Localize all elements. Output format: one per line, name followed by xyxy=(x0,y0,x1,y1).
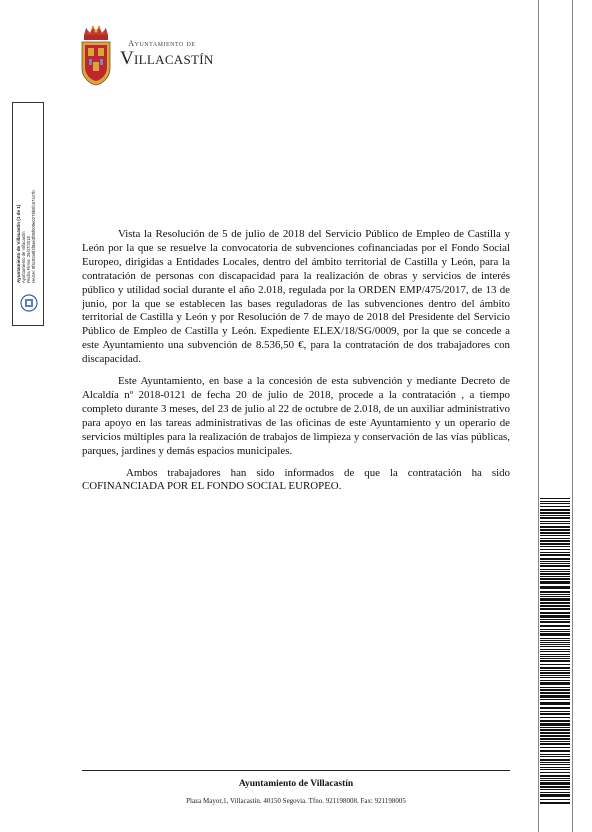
barcode-bar xyxy=(540,498,570,499)
barcode-bar xyxy=(540,586,570,589)
paragraph-3: Ambos trabajadores han sido informados de que la contratación ha sido COFINANCIADA POR EL FONDO SOCIAL EUROPEO. xyxy=(82,466,510,493)
barcode-bar xyxy=(540,699,570,700)
barcode-bar xyxy=(540,772,570,773)
barcode-bar xyxy=(540,738,570,740)
barcode-bar xyxy=(540,660,570,662)
barcode-bar xyxy=(540,762,570,763)
barcode-bar xyxy=(540,786,570,788)
barcode-bar xyxy=(540,571,570,572)
logo-title: Villacastín xyxy=(120,48,214,69)
footer-address: Plaza Mayor,1, Villacastín. 40150 Segovia. Tfno. 921198008. Fax: 921198005 xyxy=(186,797,406,805)
barcode-bar xyxy=(540,602,570,604)
barcode-bar xyxy=(540,695,570,698)
barcode-bar xyxy=(540,521,570,522)
barcode-bar xyxy=(540,672,570,674)
barcode-bar xyxy=(540,680,570,681)
verification-text xyxy=(16,103,42,283)
barcode-bar xyxy=(540,526,570,528)
barcode-bar xyxy=(540,664,570,665)
barcode-bar xyxy=(540,565,570,567)
barcode-bar xyxy=(540,517,570,519)
barcode-bar xyxy=(540,633,570,636)
barcode-bar xyxy=(540,651,570,652)
barcode-bar xyxy=(540,794,570,797)
barcode-bar xyxy=(540,538,570,539)
barcode-bar xyxy=(540,732,570,734)
barcode-bar xyxy=(540,646,570,647)
barcode-bar xyxy=(540,642,570,643)
verification-line-3: HASH: 9f5c92a9f4f8ae3f85f009e0279b5fc67447b xyxy=(31,190,36,283)
barcode-bar xyxy=(540,638,570,639)
barcode-bar xyxy=(540,667,570,669)
barcode-bar xyxy=(540,554,570,556)
barcode-bar xyxy=(540,711,570,712)
barcode-bar xyxy=(540,578,570,580)
barcode-bar xyxy=(540,552,570,553)
barcode-bar xyxy=(540,707,570,709)
barcode-bar xyxy=(540,535,570,536)
barcode-bar xyxy=(540,759,570,761)
barcode-bar xyxy=(540,677,570,678)
barcode-bar xyxy=(540,754,570,755)
barcode-bar xyxy=(540,546,570,547)
barcode-bar xyxy=(540,656,570,657)
barcode-bar xyxy=(540,692,570,694)
barcode-bar xyxy=(540,727,570,728)
barcode-bar xyxy=(540,675,570,676)
barcode-bar xyxy=(540,720,570,722)
barcode-bar xyxy=(540,741,570,742)
document-body xyxy=(82,228,510,502)
barcode-bar xyxy=(540,767,570,768)
verification-title: Ayuntamiento de Villacastín (1 de 1) xyxy=(16,204,21,283)
qr-seal-icon xyxy=(20,294,38,312)
municipal-logo xyxy=(80,26,230,90)
barcode-bar xyxy=(540,540,570,542)
barcode-bar xyxy=(540,775,570,777)
barcode-bar xyxy=(540,605,570,607)
barcode-bar xyxy=(540,682,570,685)
barcode-bar xyxy=(540,532,570,534)
footer-organization: Ayuntamiento de Villacastín xyxy=(238,779,354,789)
paragraph-2: Este Ayuntamiento, en base a la concesión de esta subvención y mediante Decreto de Alcaldía nº 2018-0121 de fecha 20 de julio de 2018, procede a la contratación , a tiempo completo durante 3 meses, del 23 de julio al 22 de octubre de 2.018, de un auxiliar administrativo para apoyo en las tareas administrativas de las oficinas de este Ayuntamiento y un operario de servicios múltiples para la realización de trabajos de limpieza y conservación de las vías públicas, parques, jardines y demás espacios municipales. xyxy=(82,375,510,457)
barcode-bar xyxy=(540,717,570,718)
barcode-bar xyxy=(540,713,570,715)
barcode-bar xyxy=(540,670,570,671)
barcode-bar xyxy=(540,799,570,800)
right-edge-rule xyxy=(572,0,573,832)
verification-line-2: Fecha Firma: 25/07/2018 xyxy=(26,236,31,283)
barcode-bar xyxy=(540,569,570,570)
barcode-bar xyxy=(540,743,570,745)
barcode-bar xyxy=(540,581,570,584)
barcode-bar xyxy=(540,687,570,688)
barcode-bar xyxy=(540,747,570,748)
barcode-bar xyxy=(540,558,570,560)
barcode xyxy=(540,498,570,804)
right-margin-rule xyxy=(538,0,539,832)
barcode-bar xyxy=(540,591,570,593)
barcode-bar xyxy=(540,576,570,577)
barcode-bar xyxy=(540,529,570,531)
barcode-bar xyxy=(540,649,570,650)
barcode-bar xyxy=(540,654,570,655)
barcode-bar xyxy=(540,523,570,524)
barcode-bar xyxy=(540,640,570,641)
barcode-bar xyxy=(540,750,570,752)
barcode-bar xyxy=(540,598,570,601)
barcode-bar xyxy=(540,789,570,790)
barcode-bar xyxy=(540,735,570,737)
barcode-bar xyxy=(540,778,570,779)
barcode-bar xyxy=(540,689,570,691)
coat-of-arms-icon xyxy=(80,26,112,86)
barcode-bar xyxy=(540,702,570,705)
barcode-bar xyxy=(540,573,570,575)
barcode-bar xyxy=(540,512,570,514)
barcode-bar xyxy=(540,506,570,507)
barcode-bar xyxy=(540,619,570,620)
barcode-bar xyxy=(540,549,570,550)
barcode-bar xyxy=(540,631,570,632)
barcode-bar xyxy=(540,594,570,595)
barcode-bar xyxy=(540,608,570,610)
barcode-bar xyxy=(540,515,570,516)
barcode-bar xyxy=(540,764,570,765)
barcode-bar xyxy=(540,723,570,726)
barcode-bar xyxy=(540,729,570,731)
barcode-bar xyxy=(540,769,570,770)
barcode-bar xyxy=(540,561,570,562)
footer-divider xyxy=(82,770,510,771)
barcode-bar xyxy=(540,596,570,597)
barcode-bar xyxy=(540,501,570,502)
barcode-bar xyxy=(540,802,570,804)
barcode-bar xyxy=(540,629,570,630)
barcode-bar xyxy=(540,509,570,511)
barcode-bar xyxy=(540,780,570,781)
barcode-bar xyxy=(540,612,570,614)
barcode-bar xyxy=(540,621,570,623)
barcode-bar xyxy=(540,543,570,545)
barcode-bar xyxy=(540,625,570,627)
verification-line-1: Ayuntamiento de Villacastín xyxy=(21,231,26,283)
logo-subtitle: Ayuntamiento de xyxy=(128,38,196,48)
barcode-bar xyxy=(540,792,570,793)
barcode-bar xyxy=(540,756,570,757)
paragraph-1: Vista la Resolución de 5 de julio de 2018 del Servicio Público de Empleo de Castilla y León por la que se resuelve la convocatoria de subvenciones cofinanciadas por el Fondo Social Europeo, dirigidas a Entidades Locales, dentro del ámbito territorial de Castilla y León, para la contratación de personas con discapacidad para la realización de obras y servicios de interés público y utilidad social durante el año 2.018, regulada por la ORDEN EMP/475/2017, de 13 de junio, por la que se establecen las bases reguladoras de las subvenciones dentro del ámbito territorial de Castilla y León y por Resolución de 7 de mayo de 2018 del Presidente del Servicio Público de Empleo de Castilla y León. Expediente ELEX/18/SG/0009, por la que se concede a este Ayuntamiento una subvención de 8.536,50 €, para la contratación de dos trabajadores con discapacidad. xyxy=(82,228,510,366)
barcode-bar xyxy=(540,658,570,659)
barcode-bar xyxy=(540,644,570,645)
barcode-bar xyxy=(540,563,570,564)
barcode-bar xyxy=(540,503,570,504)
barcode-bar xyxy=(540,615,570,618)
barcode-bar xyxy=(540,782,570,785)
